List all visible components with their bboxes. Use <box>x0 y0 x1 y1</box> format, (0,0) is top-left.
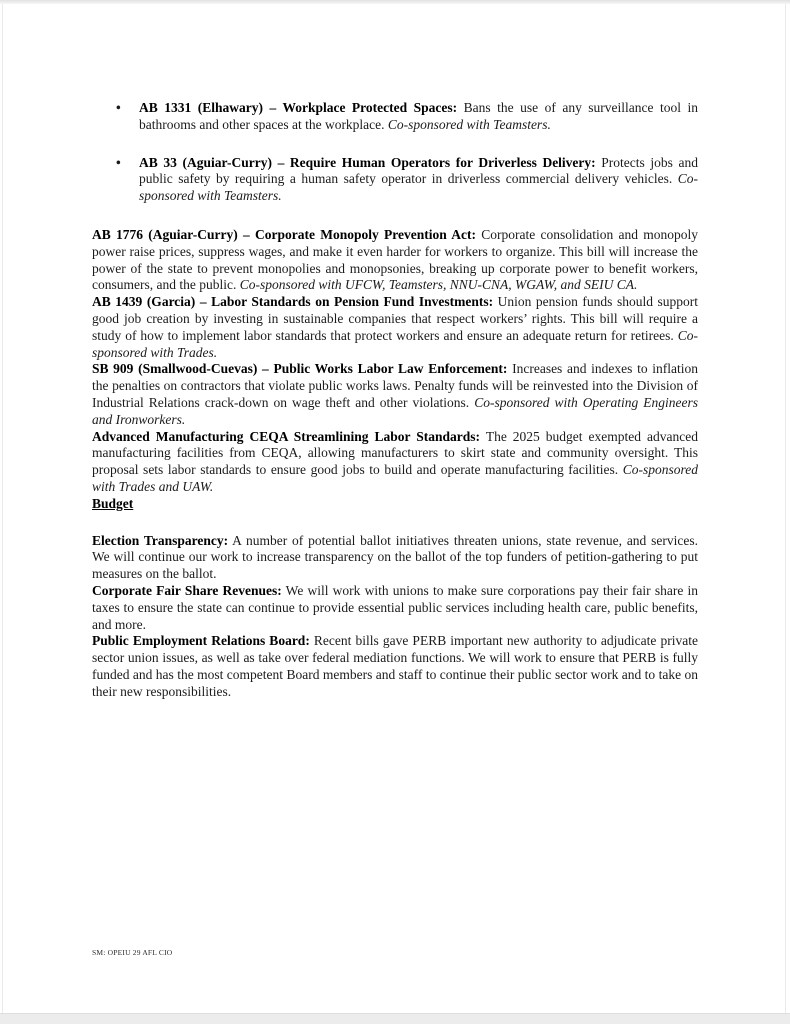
page-right-edge <box>785 4 786 1014</box>
paragraph-ab-1776 <box>92 227 698 294</box>
bill-description: The 2025 budget exempted advanced manufacturing facilities from CEQA, allowing manufacturers to skirt state and community oversight. This proposal sets labor standards to ensure good jobs to build and operate manufacturing facilities. <box>92 428 698 478</box>
page-top-edge <box>0 0 790 4</box>
topic-description: Recent bills gave PERB important new authority to adjudicate private sector union issues, as well as take over federal mediation functions. We will work to ensure that PERB is fully funded and has the most competent Board members and staff to continue their public sector work and to take on their new responsibilities. <box>92 633 698 699</box>
list-item-ab-33 <box>92 155 698 205</box>
bullet-icon: • <box>116 154 121 170</box>
paragraph-perb <box>92 633 698 700</box>
bill-title: AB 1331 (Elhawary) – Workplace Protected Spaces: <box>139 100 458 115</box>
bill-description: Union pension funds should support good job creation by investing in sustainable companies that respect workers’ rights. This bill will require a study of how to implement labor standards that protect workers and ensure an adequate return for retirees. <box>92 294 698 343</box>
bill-title: Advanced Manufacturing CEQA Streamlining Labor Standards: <box>92 428 481 444</box>
page-footer: SM: OPEIU 29 AFL CIO <box>92 948 173 957</box>
bill-description: Corporate consolidation and monopoly power raise prices, suppress wages, and make it even harder for workers to organize. This bill will increase the power of the state to prevent monopolies and monopsonies, breaking up corporate power to benefit workers, consumers, and the public. <box>92 226 698 293</box>
bill-bullet-list <box>92 100 698 205</box>
paragraph-corporate-fair-share <box>92 583 698 633</box>
bill-cosponsor: Co-sponsored with Teamsters. <box>139 171 698 204</box>
bill-description: Bans the use of any surveillance tool in bathrooms and other spaces at the workplace. <box>139 100 698 132</box>
bill-cosponsor: Co-sponsored with Trades and UAW. <box>92 462 698 494</box>
paragraph-sb-909 <box>92 361 698 428</box>
topic-title: Corporate Fair Share Revenues: <box>92 582 282 598</box>
topic-description: A number of potential ballot initiatives threaten unions, state revenue, and services. We will continue our work to increase transparency on the ballot of the top funders of petition-gathering to put measures on the ballot. <box>92 532 698 582</box>
section-heading-budget: Budget <box>92 495 134 511</box>
bill-title: SB 909 (Smallwood-Cuevas) – Public Works Labor Law Enforcement: <box>92 361 508 377</box>
page-bottom-edge <box>0 1013 790 1024</box>
bill-cosponsor: Co-sponsored with Operating Engineers and Ironworkers. <box>92 394 699 427</box>
paragraph-ab-1439 <box>92 294 698 361</box>
bill-title: AB 33 (Aguiar-Curry) – Require Human Operators for Driverless Delivery: <box>139 154 596 170</box>
paragraph-advanced-manufacturing <box>92 429 698 496</box>
bill-description: Protects jobs and public safety by requiring a human safety operator in driverless commercial delivery vehicles. <box>139 154 698 187</box>
bullet-icon: • <box>116 100 121 115</box>
bill-cosponsor: Co-sponsored with Trades. <box>92 327 698 360</box>
bill-title: AB 1439 (Garcia) – Labor Standards on Pension Fund Investments: <box>92 294 494 310</box>
bill-description: Increases and indexes to inflation the penalties on contractors that violate public works laws. Penalty funds will be reinvested into the Division of Industrial Relations crack-down on wage theft and other violations. <box>92 361 698 410</box>
page-left-edge <box>2 4 3 1014</box>
bill-cosponsor: Co-sponsored with UFCW, Teamsters, NNU-CNA, WGAW, and SEIU CA. <box>239 277 638 293</box>
bill-cosponsor: Co-sponsored with Teamsters. <box>387 116 551 132</box>
paragraph-election-transparency <box>92 533 698 583</box>
topic-description: We will work with unions to make sure corporations pay their fair share in taxes to ensure the state can continue to provide essential public services including health care, public benefits, and more. <box>92 582 698 632</box>
topic-title: Public Employment Relations Board: <box>92 633 310 649</box>
document-body <box>92 100 698 701</box>
topic-title: Election Transparency: <box>92 532 229 548</box>
list-item-ab-1331 <box>92 100 698 134</box>
bill-title: AB 1776 (Aguiar-Curry) – Corporate Monopoly Prevention Act: <box>92 226 476 242</box>
